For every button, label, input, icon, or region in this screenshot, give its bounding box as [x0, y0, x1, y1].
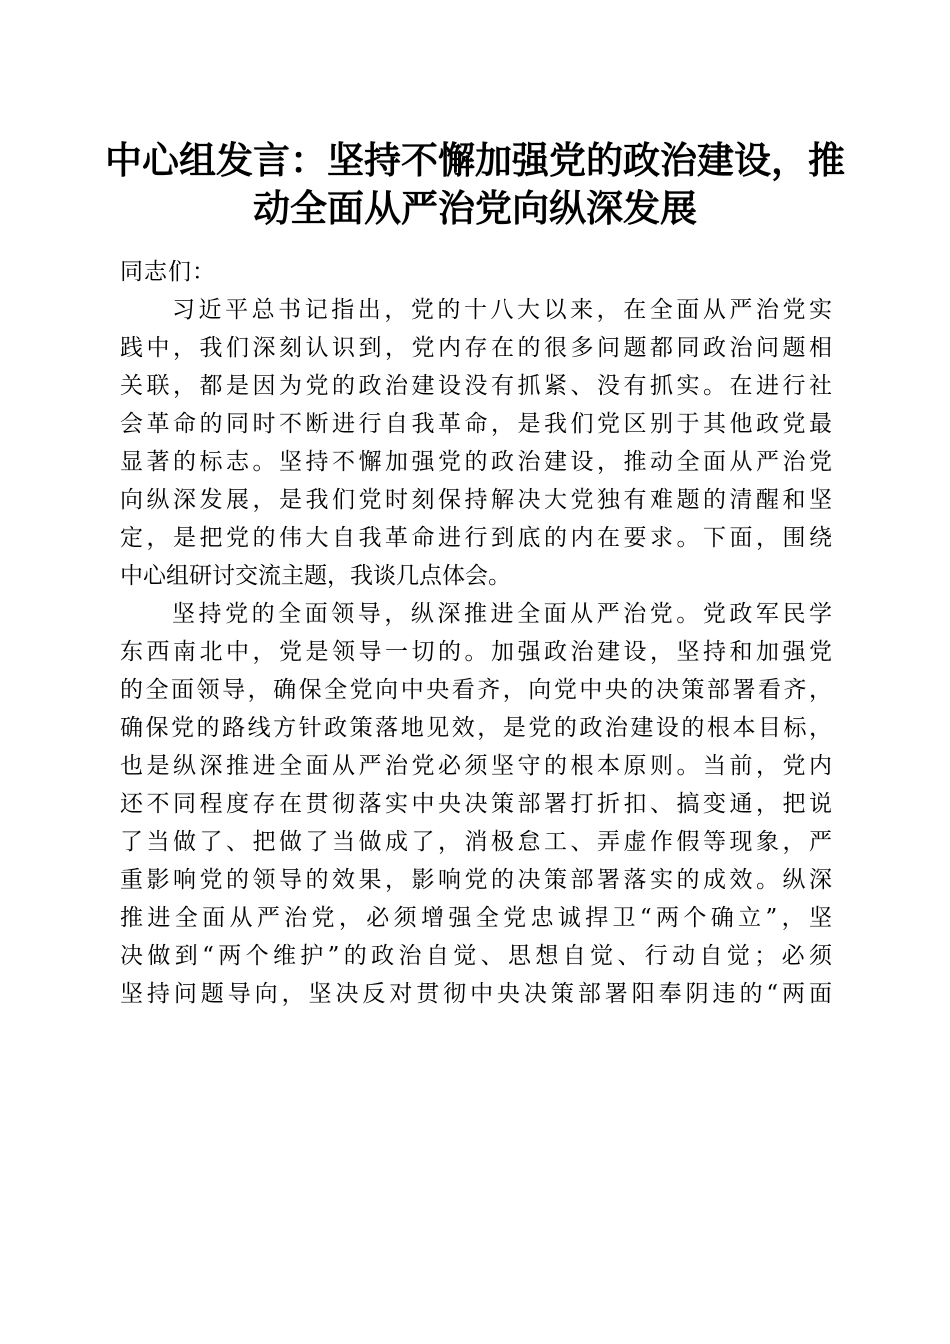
text-line: 确保党的路线方针政策落地见效，是党的政治建设的根本目标， — [120, 715, 832, 741]
text-line: 坚持党的全面领导，纵深推进全面从严治党。党政军民学 — [172, 601, 832, 627]
text-line: 推进全面从严治党，必须增强全党忠诚捍卫“两个确立”，坚 — [120, 905, 832, 931]
paragraph-intro — [120, 291, 832, 595]
text-line: 践中，我们深刻认识到，党内存在的很多问题都同政治问题相 — [120, 335, 832, 361]
text-line: 也是纵深推进全面从严治党必须坚守的根本原则。当前，党内 — [120, 753, 832, 779]
text-line: 了当做了、把做了当做成了，消极怠工、弄虚作假等现象，严 — [120, 829, 832, 855]
text-line: 还不同程度存在贯彻落实中央决策部署打折扣、搞变通，把说 — [120, 791, 832, 817]
paragraph-leadership — [120, 595, 832, 1013]
document-body — [120, 253, 832, 1013]
text-line: 会革命的同时不断进行自我革命，是我们党区别于其他政党最 — [120, 411, 832, 437]
document-title — [100, 136, 850, 232]
text-line: 东西南北中，党是领导一切的。加强政治建设，坚持和加强党 — [120, 639, 832, 665]
text-line: 显著的标志。坚持不懈加强党的政治建设，推动全面从严治党 — [120, 449, 832, 475]
text-line: 关联，都是因为党的政治建设没有抓紧、没有抓实。在进行社 — [120, 373, 832, 399]
text-line: 习近平总书记指出，党的十八大以来，在全面从严治党实 — [172, 297, 832, 323]
title-line: 动全面从严治党向纵深发展 — [253, 186, 697, 230]
title-line: 中心组发言：坚持不懈加强党的政治建设，推 — [105, 138, 845, 182]
text-line: 坚持问题导向，坚决反对贯彻中央决策部署阳奉阴违的“两面 — [120, 981, 832, 1007]
text-line: 决做到“两个维护”的政治自觉、思想自觉、行动自觉；必须 — [120, 943, 832, 969]
greeting: 同志们： — [120, 259, 216, 285]
text-line: 重影响党的领导的效果，影响党的决策部署落实的成效。纵深 — [120, 867, 832, 893]
text-line: 的全面领导，确保全党向中央看齐，向党中央的决策部署看齐， — [120, 677, 832, 703]
text-line: 向纵深发展，是我们党时刻保持解决大党独有难题的清醒和坚 — [120, 487, 832, 513]
text-line: 定，是把党的伟大自我革命进行到底的内在要求。下面，围绕 — [120, 525, 832, 551]
text-line: 中心组研讨交流主题，我谈几点体会。 — [120, 563, 511, 589]
